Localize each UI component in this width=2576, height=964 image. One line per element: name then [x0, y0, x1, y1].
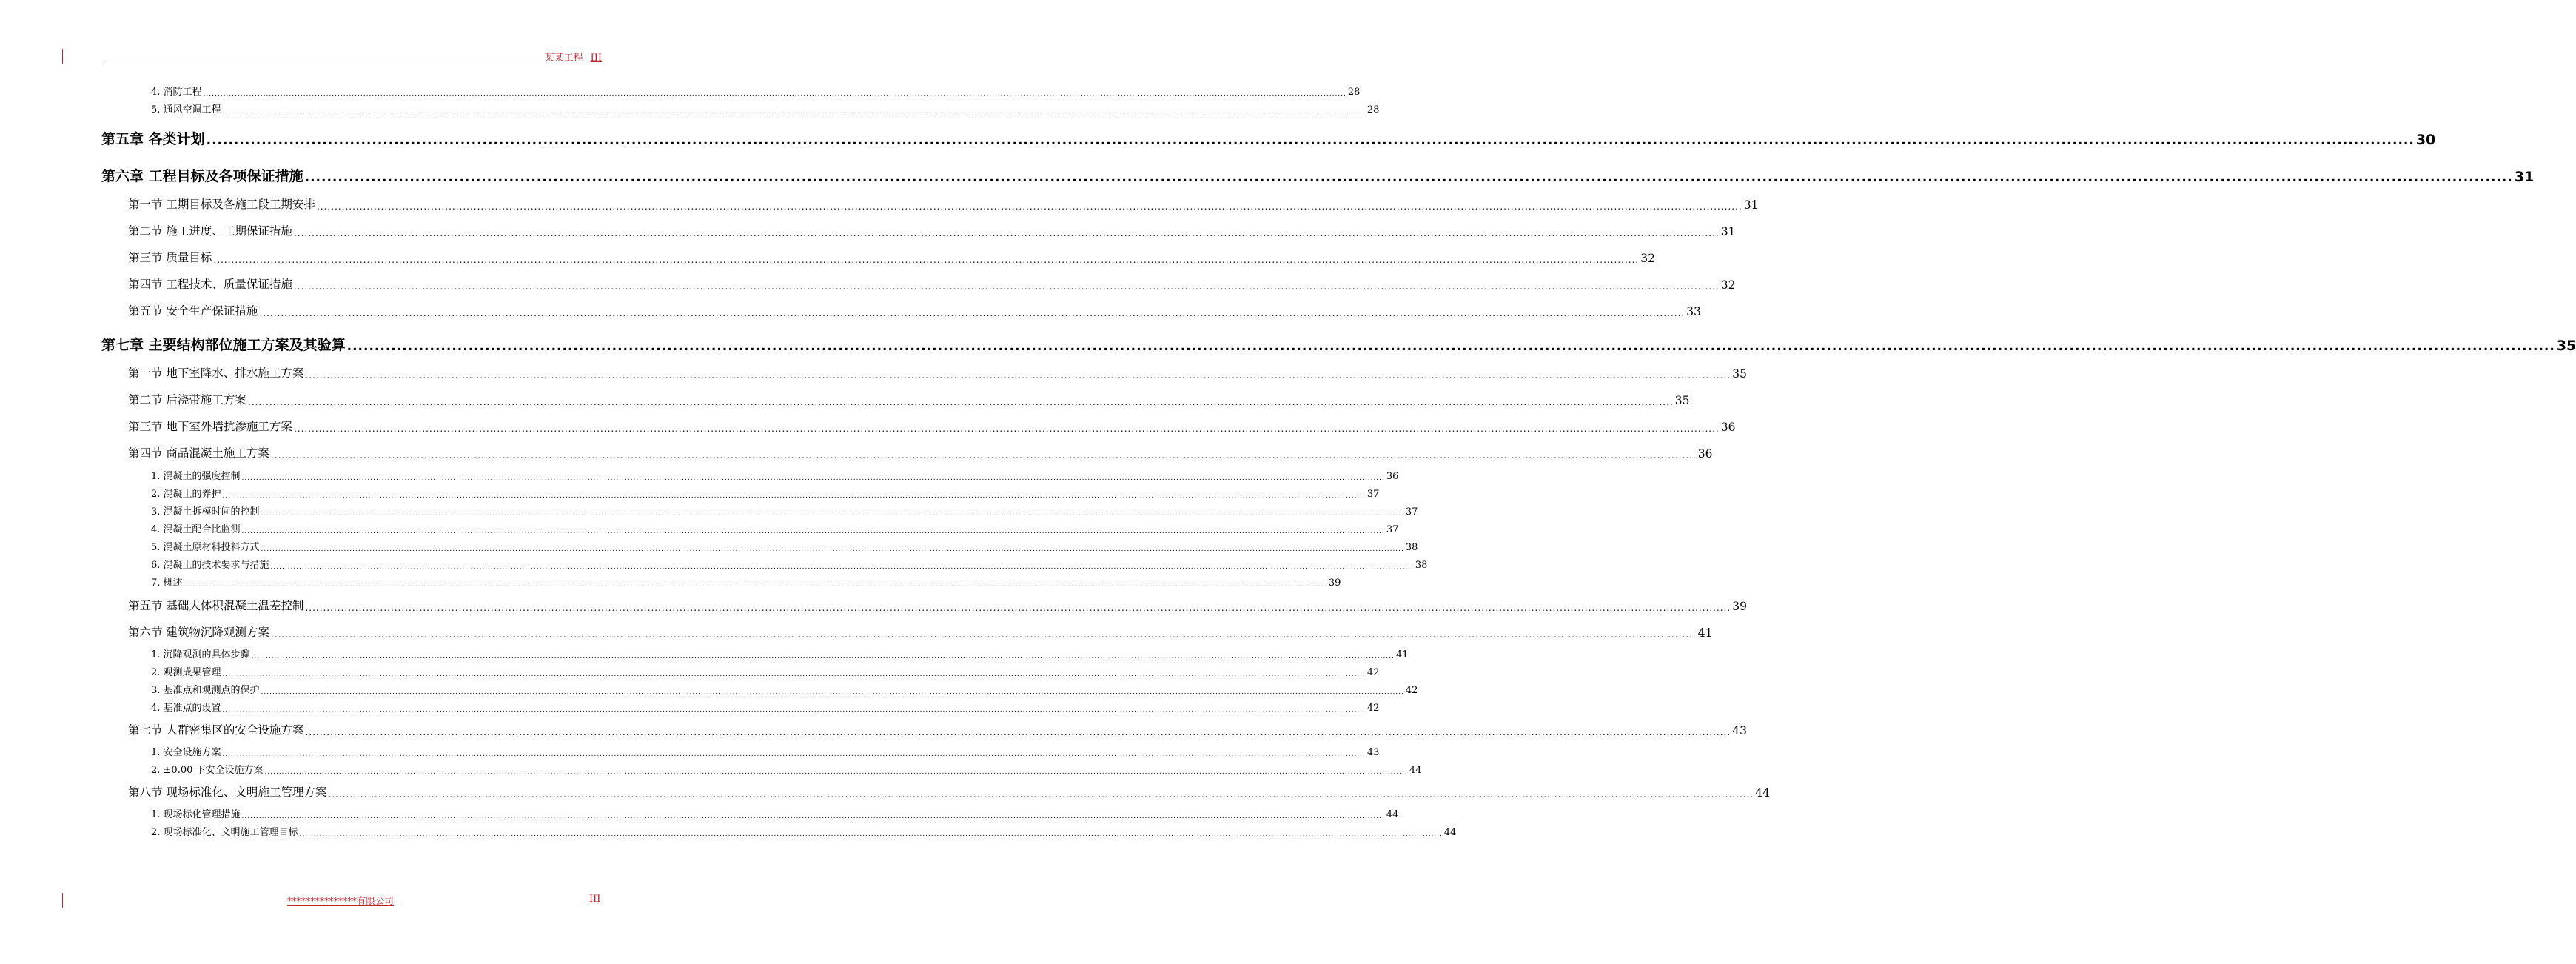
toc-entry-title: 第五节 基础大体积混凝土温差控制 [128, 599, 304, 612]
toc-entry[interactable] [128, 275, 1736, 292]
toc-dot-leader: ................................................................................................................................................................................................................................................................................................................................................................................................................ [222, 108, 1366, 116]
toc-entry-title: 5. 通风空调工程 [151, 104, 221, 116]
toc-entry-title: 第一节 工期目标及各施工段工期安排 [128, 198, 315, 211]
toc-entry-title: 4. 基准点的设置 [151, 703, 221, 714]
toc-entry-title: 2. 混凝土的养护 [151, 489, 221, 500]
header-text [545, 50, 602, 64]
toc-entry[interactable] [128, 623, 1713, 640]
footer-company [0, 894, 681, 907]
toc-dot-leader: ................................................................................................................................................................................................................................................................................................................................................................................................................ [270, 629, 1697, 640]
toc-entry-page: 42 [1366, 667, 1380, 678]
toc-dot-leader: ................................................................................................................................................................................................................................................................................................................................................................................................................ [293, 281, 1720, 292]
toc-dot-leader: ................................................................................................................................................................................................................................................................................................................................................................................................................ [270, 450, 1697, 461]
toc-entry-title: 2. ±0.00 下安全设施方案 [151, 765, 264, 776]
toc-dot-leader: ................................................................................................................................................................................................................................................................................................................................................................................................................ [299, 831, 1443, 838]
toc-entry-title: 第五章 各类计划 [101, 131, 205, 147]
toc-dot-leader: ................................................................................................................................................................................................................................................................................................................................................................................................................ [241, 475, 1385, 482]
toc-entry-page: 36 [1697, 447, 1713, 461]
toc-entry[interactable] [151, 763, 1422, 776]
toc-entry-page: 44 [1755, 786, 1770, 800]
toc-entry-title: 2. 现场标准化、文明施工管理目标 [151, 827, 298, 838]
toc-entry-page: 28 [1347, 87, 1361, 98]
toc-dot-leader: ................................................................................................................................................................................................................................................................................................................................................................................................................ [241, 528, 1385, 535]
toc-entry-page: 43 [1732, 724, 1747, 737]
toc-entry-page: 32 [1720, 278, 1736, 292]
toc-entry[interactable] [151, 825, 1457, 838]
toc-dot-leader: ................................................................................................................................................................................................................................................................................................................................................................................................................ [261, 546, 1404, 553]
toc-entry-page: 44 [1409, 765, 1422, 776]
toc-entry-title: 第四节 商品混凝土施工方案 [128, 446, 269, 460]
toc-entry-page: 42 [1366, 703, 1380, 714]
toc-entry-page: 31 [1720, 225, 1736, 238]
toc-entry-page: 44 [1443, 827, 1457, 838]
toc-entry-page: 41 [1395, 649, 1409, 660]
toc-dot-leader: ................................................................................................................................................................................................................................................................................................................................................................................................................ [213, 255, 1640, 265]
toc-dot-leader: ................................................................................................................................................................................................................................................................................................................................................................................................................ [184, 581, 1327, 589]
toc-entry-title: 4. 混凝土配合比监测 [151, 524, 241, 535]
toc-entry[interactable] [151, 522, 1399, 535]
toc-entry[interactable] [128, 391, 1690, 407]
toc-entry-page: 41 [1697, 626, 1713, 640]
toc-entry[interactable] [151, 558, 1428, 571]
toc-entry[interactable] [128, 783, 1770, 800]
toc-dot-leader: ................................................................................................................................................................................................................................................................................................................................................................................................................ [222, 492, 1366, 500]
toc-entry-page: 33 [1686, 305, 1701, 318]
toc-entry-title: 1. 安全设施方案 [151, 747, 221, 758]
toc-dot-leader: ................................................................................................................................................................................................................................................................................................................................................................................................................ [259, 308, 1686, 318]
crop-mark-top-left [62, 49, 63, 64]
footer-page-number: III [589, 894, 601, 905]
toc-entry[interactable] [151, 102, 1380, 116]
toc-entry[interactable] [151, 665, 1380, 678]
toc-entry-title: 3. 混凝土拆模时间的控制 [151, 506, 260, 518]
toc-dot-leader: ................................................................................................................................................................................................................................................................................................................................................................................................................ [261, 689, 1404, 696]
toc-entry-page: 38 [1415, 560, 1428, 571]
toc-entry[interactable] [151, 647, 1409, 660]
toc-entry-page: 39 [1732, 600, 1747, 613]
toc-dot-leader: ................................................................................................................................................................................................................................................................................................................................................................................................................ [251, 653, 1395, 660]
toc-entry[interactable] [151, 504, 1418, 518]
toc-entry[interactable] [151, 700, 1380, 714]
header-title: 某某工程 [544, 53, 583, 64]
toc-entry-title: 第一节 地下室降水、排水施工方案 [128, 366, 304, 380]
toc-entry[interactable] [101, 333, 2576, 354]
toc-entry[interactable] [151, 683, 1418, 696]
toc-entry-title: 第二节 施工进度、工期保证措施 [128, 224, 292, 238]
toc-entry[interactable] [128, 302, 1701, 318]
toc-entry[interactable] [128, 249, 1655, 265]
toc-dot-leader: ................................................................................................................................................................................................................................................................................................................................................................................................................ [264, 769, 1408, 776]
toc-entry-page: 36 [1720, 421, 1736, 434]
toc-entry[interactable] [128, 418, 1736, 434]
toc-entry[interactable] [128, 597, 1747, 613]
toc-entry-page: 35 [2556, 338, 2576, 354]
toc-entry-title: 第三节 地下室外墙抗渗施工方案 [128, 420, 292, 433]
toc-entry[interactable] [151, 84, 1361, 98]
toc-dot-leader: ................................................................................................................................................................................................................................................................................................................................................................................................................ [316, 201, 1743, 212]
toc-entry[interactable] [128, 721, 1747, 737]
toc-entry[interactable] [128, 195, 1759, 212]
toc-entry[interactable] [128, 444, 1713, 461]
toc-entry-page: 38 [1405, 542, 1418, 553]
toc-entry-title: 6. 混凝土的技术要求与措施 [151, 560, 269, 571]
toc-entry-title: 第八节 现场标准化、文明施工管理方案 [128, 786, 327, 799]
toc-dot-leader: ................................................................................................................................................................................................................................................................................................................................................................................................................ [222, 751, 1366, 758]
toc-dot-leader: ................................................................................................................................................................................................................................................................................................................................................................................................................ [203, 90, 1346, 98]
toc-entry-title: 3. 基准点和观测点的保护 [151, 685, 260, 696]
toc-entry-title: 第五节 安全生产保证措施 [128, 304, 258, 318]
toc-dot-leader: ................................................................................................................................................................................................................................................................................................................................................................................................................ [346, 339, 2555, 354]
toc-entry-page: 32 [1640, 252, 1655, 265]
toc-entry-title: 第二节 后浇带施工方案 [128, 393, 246, 406]
toc-entry-page: 28 [1366, 104, 1380, 116]
toc-entry-title: 1. 混凝土的强度控制 [151, 471, 241, 482]
toc-dot-leader: ................................................................................................................................................................................................................................................................................................................................................................................................................ [206, 133, 2415, 148]
toc-entry-page: 31 [2514, 169, 2535, 185]
toc-dot-leader: ................................................................................................................................................................................................................................................................................................................................................................................................................ [293, 228, 1720, 238]
toc-entry-title: 2. 观测成果管理 [151, 667, 221, 678]
toc-dot-leader: ................................................................................................................................................................................................................................................................................................................................................................................................................ [305, 603, 1731, 613]
toc-dot-leader: ................................................................................................................................................................................................................................................................................................................................................................................................................ [304, 170, 2513, 185]
toc-entry-page: 39 [1328, 578, 1341, 589]
toc-entry-page: 44 [1386, 809, 1399, 820]
toc-entry-page: 37 [1405, 506, 1418, 518]
toc-dot-leader: ................................................................................................................................................................................................................................................................................................................................................................................................................ [222, 671, 1366, 678]
toc-entry-title: 4. 消防工程 [151, 87, 202, 98]
toc-entry-title: 第七节 人群密集区的安全设施方案 [128, 723, 304, 737]
toc-entry[interactable] [151, 807, 1399, 820]
toc-entry-page: 35 [1732, 367, 1747, 381]
toc-entry[interactable] [128, 222, 1736, 238]
toc-entry-page: 31 [1743, 198, 1759, 212]
footer-company-text: ***************有限公司 [287, 895, 394, 906]
toc-dot-leader: ................................................................................................................................................................................................................................................................................................................................................................................................................ [305, 370, 1731, 381]
toc-dot-leader: ................................................................................................................................................................................................................................................................................................................................................................................................................ [247, 397, 1674, 407]
toc-entry-title: 第六章 工程目标及各项保证措施 [101, 168, 303, 184]
toc-entry-page: 35 [1674, 394, 1690, 407]
toc-entry-title: 1. 现场标化管理措施 [151, 809, 241, 820]
toc-entry-page: 30 [2415, 132, 2436, 148]
toc-entry-page: 37 [1366, 489, 1380, 500]
toc-entry-title: 5. 混凝土原材料投料方式 [151, 542, 260, 553]
toc-entry-page: 37 [1386, 524, 1399, 535]
page-header [101, 47, 602, 64]
toc-dot-leader: ................................................................................................................................................................................................................................................................................................................................................................................................................ [261, 510, 1404, 518]
toc-entry-page: 42 [1405, 685, 1418, 696]
toc-dot-leader: ................................................................................................................................................................................................................................................................................................................................................................................................................ [305, 727, 1731, 737]
toc-entry-title: 1. 沉降观测的具体步骤 [151, 649, 250, 660]
toc-entry[interactable] [151, 540, 1418, 553]
toc-dot-leader: ................................................................................................................................................................................................................................................................................................................................................................................................................ [293, 424, 1720, 434]
toc-entry[interactable] [101, 127, 2436, 148]
toc-entry-title: 7. 概述 [151, 578, 183, 589]
toc-entry[interactable] [128, 364, 1747, 381]
toc-entry-page: 43 [1366, 747, 1380, 758]
header-page-number: III [590, 53, 602, 64]
toc-entry-title: 第三节 质量目标 [128, 251, 212, 264]
toc-entry[interactable] [151, 575, 1341, 589]
toc-entry-title: 第六节 建筑物沉降观测方案 [128, 626, 269, 639]
toc-dot-leader: ................................................................................................................................................................................................................................................................................................................................................................................................................ [270, 563, 1414, 571]
toc-entry-title: 第七章 主要结构部位施工方案及其验算 [101, 337, 346, 353]
toc-dot-leader: ................................................................................................................................................................................................................................................................................................................................................................................................................ [241, 813, 1385, 820]
toc-entry[interactable] [151, 469, 1399, 482]
toc-entry[interactable] [151, 486, 1380, 500]
toc-entry[interactable] [151, 745, 1380, 758]
toc-entry-title: 第四节 工程技术、质量保证措施 [128, 278, 292, 291]
toc-entry[interactable] [101, 164, 2535, 185]
toc-dot-leader: ................................................................................................................................................................................................................................................................................................................................................................................................................ [328, 789, 1754, 800]
toc-entry-page: 36 [1386, 471, 1399, 482]
toc-dot-leader: ................................................................................................................................................................................................................................................................................................................................................................................................................ [222, 706, 1366, 714]
